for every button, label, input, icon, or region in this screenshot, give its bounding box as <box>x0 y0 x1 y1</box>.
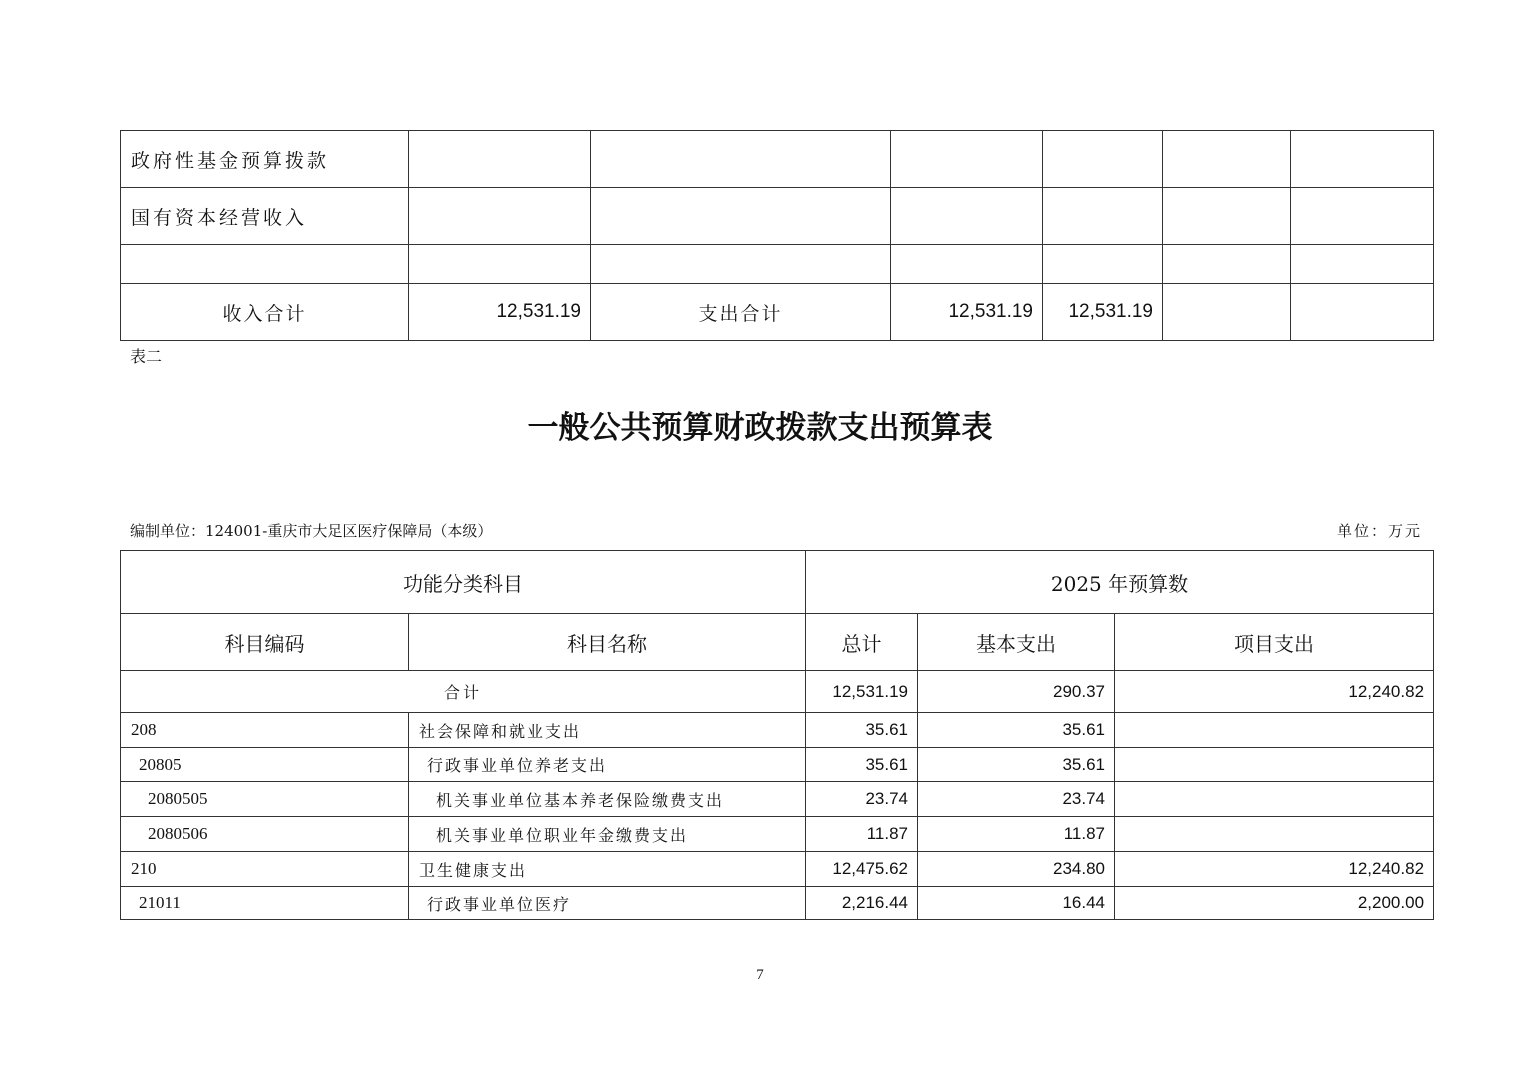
row-code: 2080506 <box>121 817 409 852</box>
row-name: 卫生健康支出 <box>409 852 806 887</box>
row-total: 11.87 <box>806 817 918 852</box>
expense-total-value-2: 12,531.19 <box>1043 284 1163 341</box>
row-basic: 234.80 <box>918 852 1115 887</box>
table-cell <box>409 188 591 245</box>
project-value: 12,240.82 <box>1115 671 1434 713</box>
row-total: 23.74 <box>806 782 918 817</box>
expense-total-label: 支出合计 <box>591 284 891 341</box>
table-cell <box>1043 188 1163 245</box>
row-label: 国有资本经营收入 <box>121 188 409 245</box>
table-cell <box>1291 284 1434 341</box>
expenditure-budget-table <box>120 550 1434 920</box>
row-basic: 23.74 <box>918 782 1115 817</box>
row-basic: 35.61 <box>918 713 1115 748</box>
table-cell <box>1291 188 1434 245</box>
table-cell <box>1163 188 1291 245</box>
table-cell <box>1291 245 1434 284</box>
table-row <box>121 748 1434 782</box>
table-cell <box>591 245 891 284</box>
basic-value: 290.37 <box>918 671 1115 713</box>
table-header-row <box>121 551 1434 614</box>
header-name: 科目名称 <box>409 614 806 671</box>
row-name: 机关事业单位职业年金缴费支出 <box>409 817 806 852</box>
row-label: 政府性基金预算拨款 <box>121 131 409 188</box>
compiler-unit: 编制单位：124001-重庆市大足区医疗保障局（本级） <box>130 522 493 540</box>
table-cell <box>591 188 891 245</box>
table-cell <box>409 245 591 284</box>
table-row <box>121 887 1434 920</box>
table-header-row <box>121 614 1434 671</box>
header-code: 科目编码 <box>121 614 409 671</box>
income-total-label: 收入合计 <box>121 284 409 341</box>
table-cell <box>1163 131 1291 188</box>
page-number: 7 <box>756 967 764 983</box>
table-cell <box>891 188 1043 245</box>
row-name: 行政事业单位养老支出 <box>409 748 806 782</box>
income-total-value: 12,531.19 <box>409 284 591 341</box>
table-row <box>121 782 1434 817</box>
header-total: 总计 <box>806 614 918 671</box>
row-name: 社会保障和就业支出 <box>409 713 806 748</box>
row-code: 21011 <box>121 887 409 920</box>
row-project: 2,200.00 <box>1115 887 1434 920</box>
table-note: 表二 <box>130 347 163 366</box>
row-label <box>121 245 409 284</box>
table-cell <box>891 131 1043 188</box>
total-label: 合计 <box>121 671 806 713</box>
row-total: 12,475.62 <box>806 852 918 887</box>
row-code: 208 <box>121 713 409 748</box>
row-project <box>1115 817 1434 852</box>
currency-unit: 单位：万元 <box>1336 522 1422 540</box>
row-project <box>1115 782 1434 817</box>
table-total-row <box>121 671 1434 713</box>
expense-total-value: 12,531.19 <box>891 284 1043 341</box>
income-expense-summary-table <box>120 130 1434 341</box>
table-total-row <box>121 284 1434 341</box>
row-basic: 16.44 <box>918 887 1115 920</box>
table-cell <box>1291 131 1434 188</box>
row-basic: 35.61 <box>918 748 1115 782</box>
row-code: 210 <box>121 852 409 887</box>
table-cell <box>409 131 591 188</box>
table-cell <box>591 131 891 188</box>
row-total: 2,216.44 <box>806 887 918 920</box>
table-row <box>121 245 1434 284</box>
table-row <box>121 713 1434 748</box>
table-row <box>121 817 1434 852</box>
row-project <box>1115 748 1434 782</box>
row-code: 20805 <box>121 748 409 782</box>
table-cell <box>891 245 1043 284</box>
table-cell <box>1043 245 1163 284</box>
row-total: 35.61 <box>806 713 918 748</box>
table-cell <box>1163 284 1291 341</box>
row-name: 行政事业单位医疗 <box>409 887 806 920</box>
row-project: 12,240.82 <box>1115 852 1434 887</box>
table-cell <box>1043 131 1163 188</box>
row-basic: 11.87 <box>918 817 1115 852</box>
table-row <box>121 852 1434 887</box>
header-basic: 基本支出 <box>918 614 1115 671</box>
total-value: 12,531.19 <box>806 671 918 713</box>
row-total: 35.61 <box>806 748 918 782</box>
table-cell <box>1163 245 1291 284</box>
row-code: 2080505 <box>121 782 409 817</box>
header-year: 2025 年预算数 <box>806 551 1434 614</box>
header-project: 项目支出 <box>1115 614 1434 671</box>
page-title: 一般公共预算财政拨款支出预算表 <box>527 410 993 446</box>
row-name: 机关事业单位基本养老保险缴费支出 <box>409 782 806 817</box>
table-row <box>121 131 1434 188</box>
header-category: 功能分类科目 <box>121 551 806 614</box>
row-project <box>1115 713 1434 748</box>
table-row <box>121 188 1434 245</box>
